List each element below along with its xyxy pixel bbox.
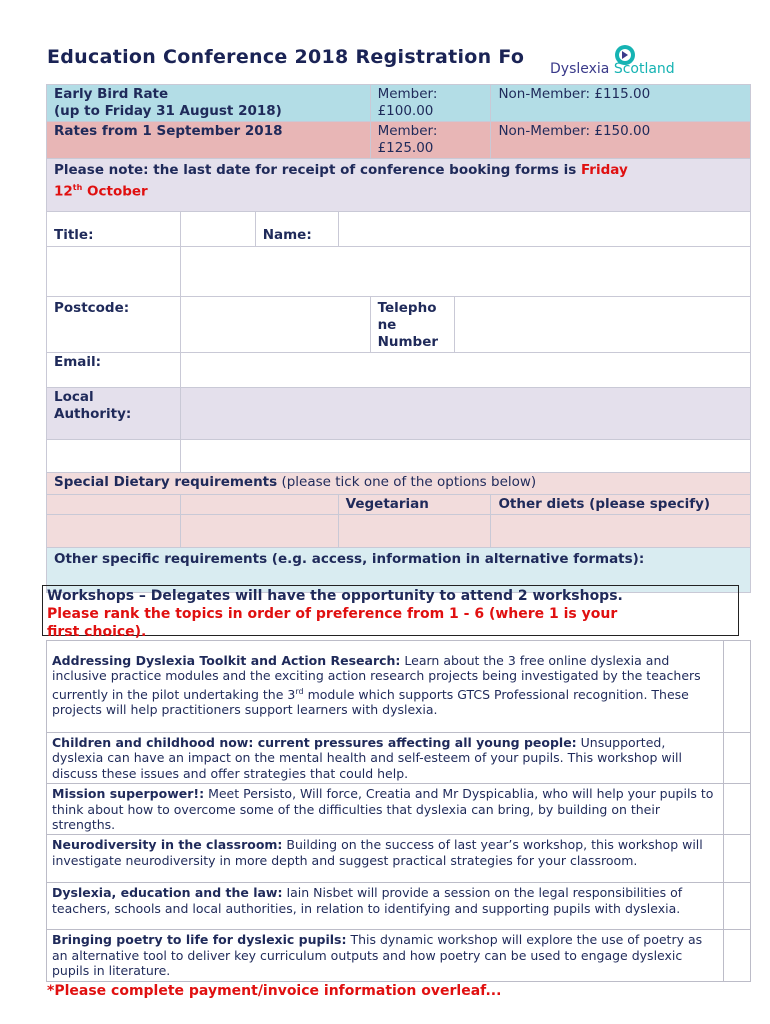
title-name-row (47, 212, 751, 247)
early-bird-dates: (up to Friday 31 August 2018) (54, 103, 282, 119)
workshop-row-poetry (47, 930, 751, 981)
local-authority-label-part2: Authority: (54, 406, 132, 422)
address-row (47, 247, 751, 297)
payment-footer-note: *Please complete payment/invoice information overleaf... (47, 983, 502, 999)
workshop-rank-input[interactable] (724, 930, 751, 981)
email-label: Email: (47, 353, 181, 388)
dietary-heading-row (47, 473, 751, 495)
name-input[interactable] (338, 212, 750, 247)
deadline-note-text: Please note: the last date for receipt of conference booking forms is (54, 162, 581, 178)
workshop-description: Building on the success of last year’s workshop, this workshop will investigate neurodiversity in more depth and suggest practical strategies for your classroom. (52, 837, 703, 868)
workshop-title: Neurodiversity in the classroom: (52, 837, 283, 853)
dietary-options-row (47, 495, 751, 515)
telephone-label-part3: Number (377, 334, 439, 350)
early-bird-row (47, 85, 751, 122)
standard-rate-label: Rates from 1 September 2018 (47, 122, 371, 159)
dyslexia-scotland-logo (548, 44, 710, 80)
workshop-title: Bringing poetry to life for dyslexic pupils: (52, 932, 347, 948)
workshop-row-childhood (47, 733, 751, 784)
early-bird-label: Early Bird Rate (54, 86, 169, 102)
workshop-description: This dynamic workshop will explore the use of poetry as an alternative tool to deliver key curriculum outputs and how poetry can be used to engage dyslexic pupils in literature. (52, 932, 703, 979)
workshop-description-cont: module which supports GTCS Professional recognition. These projects will help practitioners support learners with dyslexia. (52, 686, 689, 718)
deadline-month: October (82, 183, 148, 200)
workshop-rank-input[interactable] (724, 641, 751, 733)
additional-info-input[interactable] (180, 440, 750, 473)
telephone-label-part2: ne (377, 317, 397, 333)
workshops-intro-line1: Workshops – Delegates will have the opportunity to attend 2 workshops. (47, 588, 623, 604)
workshop-rank-input[interactable] (724, 733, 751, 784)
deadline-weekday: Friday (580, 162, 628, 178)
workshop-rank-input[interactable] (724, 835, 751, 883)
workshops-intro-line2: Please rank the topics in order of preference from 1 - 6 (where 1 is your (47, 606, 618, 622)
logo-word-dyslexia: Dyslexia (550, 61, 610, 77)
workshop-ordinal: rd (295, 686, 304, 696)
page-title: Education Conference 2018 Registration Fo (47, 46, 525, 68)
postcode-telephone-row (47, 297, 751, 353)
postcode-input[interactable] (180, 297, 370, 353)
email-row (47, 353, 751, 388)
workshop-title: Mission superpower!: (52, 786, 205, 802)
dietary-heading: Special Dietary requirements (54, 474, 278, 490)
other-diets-input[interactable] (491, 515, 751, 548)
deadline-note-row (47, 159, 751, 212)
workshop-description: Iain Nisbet will provide a session on the legal responsibilities of teachers, schools and local authorities, in relation to identifying and supporting pupils with dyslexia. (52, 885, 683, 916)
vegetarian-label: Vegetarian (338, 495, 491, 515)
workshop-title: Addressing Dyslexia Toolkit and Action Research: (52, 653, 401, 668)
workshop-description: Learn about the 3 free online dyslexia and inclusive practice modules and the exciting action research projects being investigated by the teachers currently in the pilot undertaking the 3 (52, 653, 701, 702)
name-label: Name: (255, 212, 338, 247)
workshop-description: Meet Persisto, Will force, Creatia and Mr Dyspicablia, who will help your pupils to think about how to overcome some of the difficulties that dyslexia can bring, by building on their strengths. (52, 786, 714, 833)
blank-row (47, 440, 751, 473)
early-bird-member-price: Member: £100.00 (370, 85, 491, 122)
workshop-rank-input[interactable] (724, 784, 751, 835)
other-requirements-label[interactable]: Other specific requirements (e.g. access, information in alternative formats): (47, 548, 751, 593)
other-diets-label: Other diets (please specify) (491, 495, 751, 515)
workshop-description: Unsupported, dyslexia can have an impact on the mental health and self-esteem of your pupils. This workshop will discuss these issues and offer strategies that could help. (52, 735, 683, 781)
workshop-row-toolkit (47, 641, 751, 733)
local-authority-input[interactable] (180, 388, 750, 440)
dietary-instruction: (please tick one of the options below) (277, 474, 537, 490)
workshop-rank-input[interactable] (724, 883, 751, 930)
email-input[interactable] (180, 353, 750, 388)
workshop-row-superpower (47, 784, 751, 835)
workshop-title: Children and childhood now: current pressures affecting all young people: (52, 735, 577, 750)
workshops-intro (42, 585, 739, 640)
deadline-day: 12 (54, 183, 73, 200)
registration-table (46, 84, 751, 593)
address-input[interactable] (180, 247, 750, 297)
dietary-tick-row (47, 515, 751, 548)
vegetarian-tick-box[interactable] (338, 515, 491, 548)
early-bird-non-member-price: Non-Member: £115.00 (491, 85, 751, 122)
workshops-intro-line3: first choice). (47, 624, 147, 640)
standard-rate-row (47, 122, 751, 159)
local-authority-row (47, 388, 751, 440)
local-authority-label-part1: Local (54, 389, 94, 405)
standard-non-member-price: Non-Member: £150.00 (491, 122, 751, 159)
workshop-title: Dyslexia, education and the law: (52, 885, 283, 901)
workshop-row-law (47, 883, 751, 930)
workshop-row-neurodiversity (47, 835, 751, 883)
postcode-label: Postcode: (47, 297, 181, 353)
logo-word-scotland: Scotland (613, 61, 675, 77)
workshops-table (46, 640, 751, 982)
telephone-input[interactable] (454, 297, 750, 353)
telephone-label-part1: Telepho (377, 300, 437, 316)
deadline-ordinal: th (72, 183, 83, 192)
standard-member-price: Member: £125.00 (370, 122, 491, 159)
title-input[interactable] (180, 212, 255, 247)
title-label: Title: (47, 212, 181, 247)
